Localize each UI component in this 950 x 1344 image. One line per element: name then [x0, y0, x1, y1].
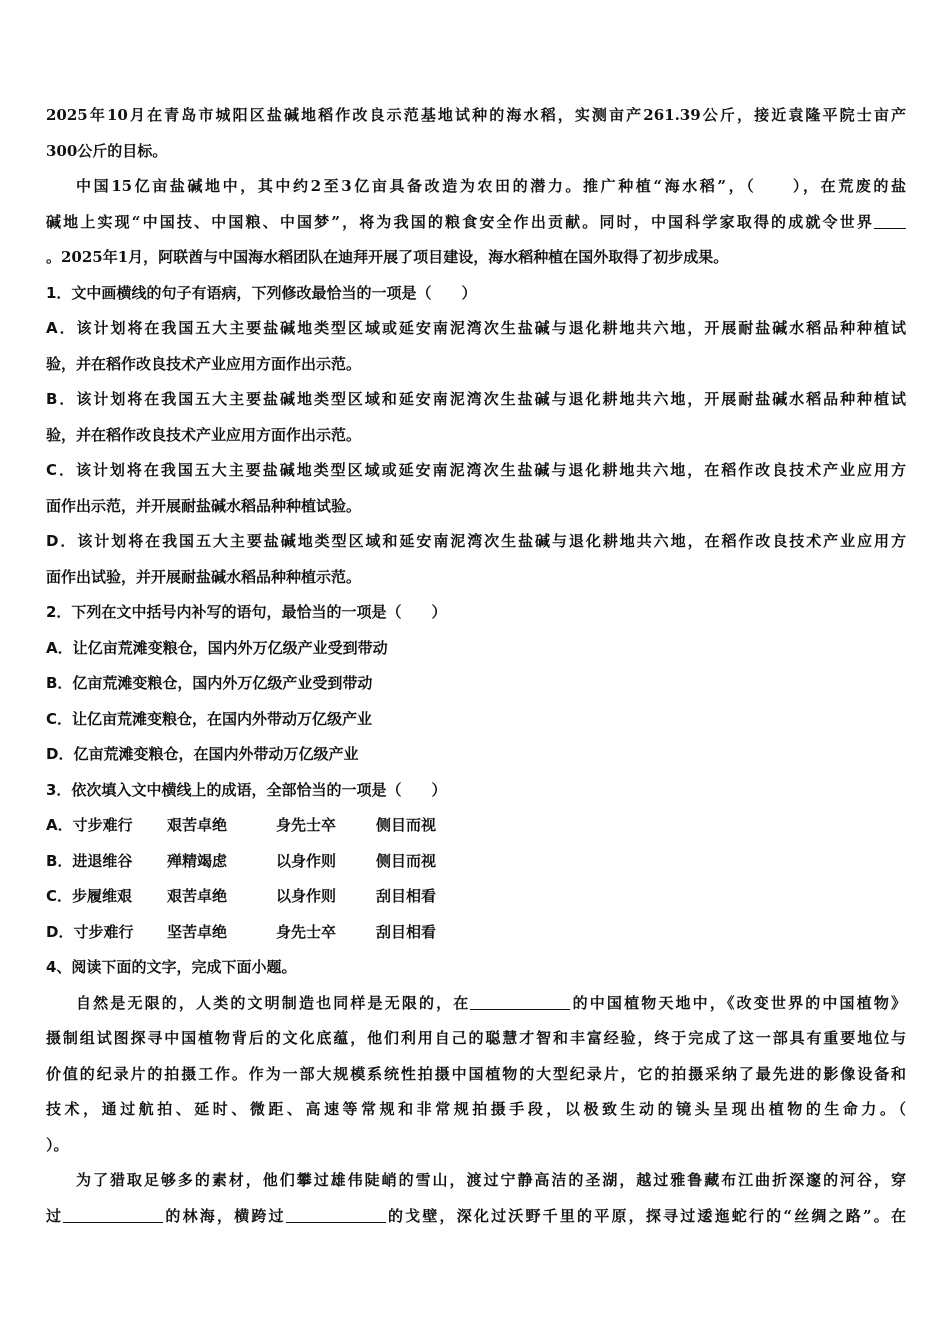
q3-option-c — [46, 879, 906, 915]
fill-blank — [874, 210, 906, 229]
idiom: 侧目而视 — [376, 851, 437, 870]
passage-line: ）。 — [46, 1135, 69, 1154]
idiom: 殚精竭虑 — [167, 851, 228, 870]
idiom: 艰苦卓绝 — [167, 816, 228, 834]
idiom: 身先士卒 — [276, 816, 337, 834]
idiom: 刮目相看 — [376, 922, 437, 941]
fill-blank — [63, 1204, 163, 1223]
q3-option-a — [46, 808, 906, 844]
q1-option-a: A．该计划将在我国五大主要盐碱地类型区域或延安南泥湾次生盐碱与退化耕地共六地，开展耐盐碱水稻品种种植试 — [46, 319, 906, 337]
passage-line: 300公斤的目标。 — [46, 141, 168, 160]
fill-blank — [470, 991, 570, 1010]
idiom: 坚苦卓绝 — [167, 922, 228, 941]
passage-text: 中国15亿亩盐碱地中，其中约2至3亿亩具备改造为农田的潜力。推广种植“海水稻”，（ — [76, 177, 757, 195]
idiom: 侧目而视 — [376, 816, 437, 834]
q1-option-b: B．该计划将在我国五大主要盐碱地类型区域和延安南泥湾次生盐碱与退化耕地共六地，开展耐盐碱水稻品种种植试 — [46, 390, 906, 408]
question-2-stem: 2．下列在文中括号内补写的语句，最恰当的一项是（ ） — [46, 603, 447, 621]
passage-line: 摄制组试图探寻中国植物背后的文化底蕴，他们利用自己的聪慧才智和丰富经验，终于完成了这一部具有重要地位与 — [46, 1029, 906, 1047]
passage-line: 技术，通过航拍、延时、微距、高速等常规和非常规拍摄手段，以极致生动的镜头呈现出植物的生命力。（ — [46, 1100, 906, 1118]
question-1-stem: 1．文中画横线的句子有语病，下列修改最恰当的一项是（ ） — [46, 283, 477, 302]
question-3-stem: 3．依次填入文中横线上的成语，全部恰当的一项是（ ） — [46, 780, 447, 799]
idiom: B．进退维谷 — [46, 851, 133, 870]
idiom: 以身作则 — [276, 851, 337, 870]
idiom: C．步履维艰 — [46, 887, 133, 905]
passage-line — [46, 169, 906, 205]
q3-option-d — [46, 915, 906, 951]
fill-blank — [286, 1204, 386, 1223]
passage-text: 的中国植物天地中，《改变世界的中国植物》 — [570, 993, 906, 1012]
idiom: 刮目相看 — [376, 887, 437, 905]
idiom: 以身作则 — [276, 887, 337, 905]
idiom: A．寸步难行 — [46, 816, 133, 834]
idiom: 身先士卒 — [276, 922, 337, 941]
passage-line: 。2025年1月，阿联酋与中国海水稻团队在迪拜开展了项目建设，海水稻种植在国外取得了初步成果。 — [46, 248, 729, 266]
idiom: D．寸步难行 — [46, 922, 134, 941]
q3-option-b — [46, 844, 906, 880]
passage-line — [46, 986, 906, 1022]
q2-option-c: C．让亿亩荒滩变粮仓，在国内外带动万亿级产业 — [46, 709, 373, 728]
q1-option-c: C．该计划将在我国五大主要盐碱地类型区域或延安南泥湾次生盐碱与退化耕地共六地，在稻作改良技术产业应用方 — [46, 461, 906, 479]
q1-option-a-cont: 验，并在稻作改良技术产业应用方面作出示范。 — [46, 354, 362, 373]
passage-text: ），在荒废的盐 — [790, 177, 906, 195]
passage-text: 的林海，横跨过 — [163, 1206, 286, 1225]
q1-option-d: D．该计划将在我国五大主要盐碱地类型区域和延安南泥湾次生盐碱与退化耕地共六地，在稻作改良技术产业应用方 — [46, 532, 906, 550]
passage-line — [46, 1199, 906, 1235]
q2-option-d: D．亿亩荒滩变粮仓，在国内外带动万亿级产业 — [46, 745, 359, 763]
passage-text: 过 — [46, 1206, 64, 1225]
q1-option-c-cont: 面作出示范，并开展耐盐碱水稻品种种植试验。 — [46, 496, 362, 515]
passage-text: 碱地上实现“中国技、中国粮、中国梦”，将为我国的粮食安全作出贡献。同时，中国科学家取得的成就令世界 — [46, 212, 874, 231]
q1-option-d-cont: 面作出试验，并开展耐盐碱水稻品种种植示范。 — [46, 567, 362, 586]
passage-text: 的戈壁，深化过沃野千里的平原，探寻过逶迤蛇行的“丝绸之路”。在 — [385, 1206, 906, 1225]
document-page — [46, 98, 906, 1234]
passage-line: 价值的纪录片的拍摄工作。作为一部大规模系统性拍摄中国植物的大型纪录片，它的拍摄采纳了最先进的影像设备和 — [46, 1064, 906, 1083]
passage-line: 为了猎取足够多的素材，他们攀过雄伟陡峭的雪山，渡过宁静高洁的圣湖，越过雅鲁藏布江曲折深邃的河谷，穿 — [76, 1171, 906, 1189]
q1-option-b-cont: 验，并在稻作改良技术产业应用方面作出示范。 — [46, 425, 362, 444]
idiom: 艰苦卓绝 — [167, 887, 228, 905]
q2-option-a: A．让亿亩荒滩变粮仓，国内外万亿级产业受到带动 — [46, 638, 388, 657]
passage-line — [46, 205, 906, 241]
passage-text: 自然是无限的，人类的文明制造也同样是无限的，在 — [76, 993, 471, 1012]
passage-line: 2025年10月在青岛市城阳区盐碱地稻作改良示范基地试种的海水稻，实测亩产261.39公斤，接近袁隆平院士亩产 — [46, 106, 906, 124]
q2-option-b: B．亿亩荒滩变粮仓，国内外万亿级产业受到带动 — [46, 674, 373, 692]
question-4-stem: 4、阅读下面的文字，完成下面小题。 — [46, 958, 297, 976]
